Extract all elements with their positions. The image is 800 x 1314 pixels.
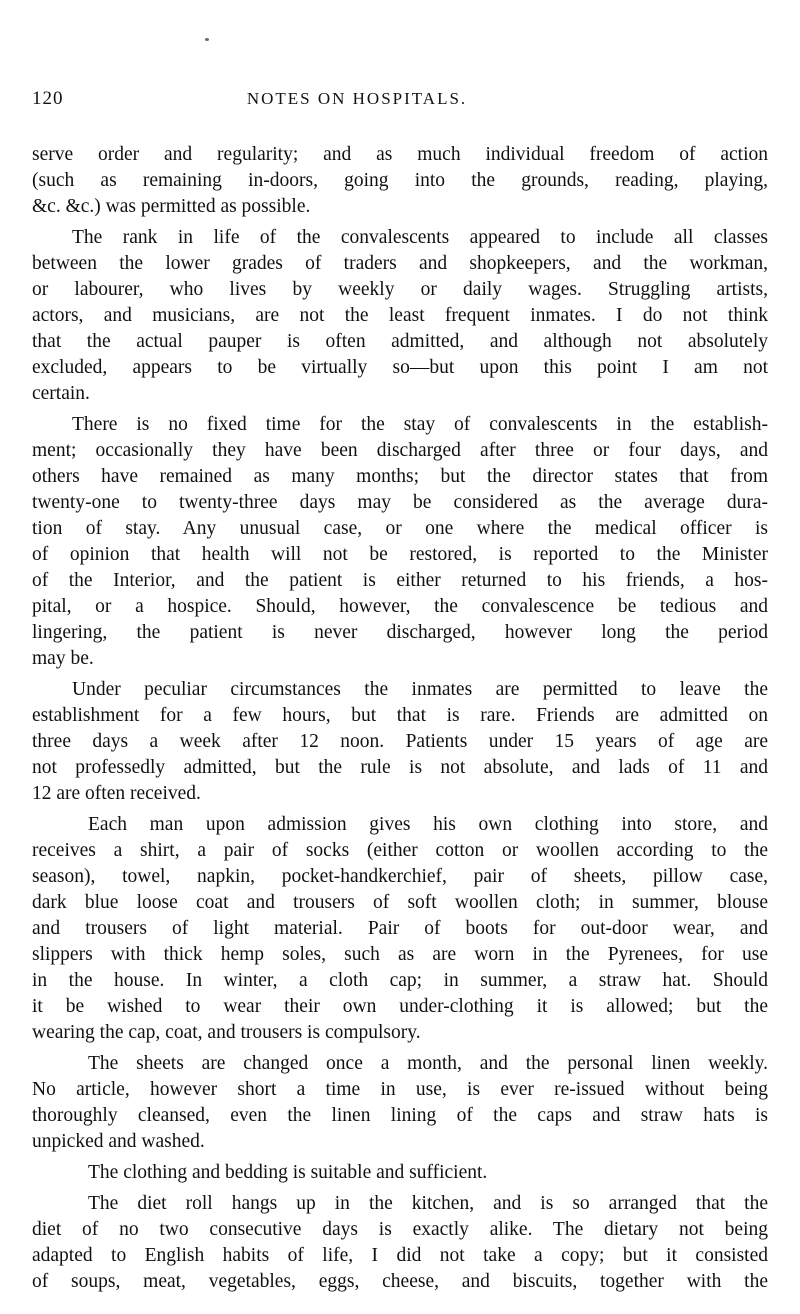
text-line: diet of no two consecutive days is exactly alike. The dietary not being [32, 1219, 768, 1240]
text-line: serve order and regularity; and as much individual freedom of action [32, 144, 768, 165]
text-line: The sheets are changed once a month, and the personal linen weekly. [88, 1053, 768, 1074]
text-line: or labourer, who lives by weekly or daily wages. Struggling artists, [32, 279, 768, 300]
text-line: Each man upon admission gives his own clothing into store, and [88, 814, 768, 835]
text-line: No article, however short a time in use, is ever re-issued without being [32, 1079, 768, 1100]
print-speck [205, 38, 209, 41]
page-header [32, 88, 768, 118]
text-line: dark blue loose coat and trousers of soft woollen cloth; in summer, blouse [32, 892, 768, 913]
text-line: ment; occasionally they have been discharged after three or four days, and [32, 440, 768, 461]
text-line: of the Interior, and the patient is either returned to his friends, a hos- [32, 570, 768, 591]
text-line: pital, or a hospice. Should, however, the convalescence be tedious and [32, 596, 768, 617]
text-line: in the house. In winter, a cloth cap; in summer, a straw hat. Should [32, 970, 768, 991]
text-line: season), towel, napkin, pocket-handkerchief, pair of sheets, pillow case, [32, 866, 768, 887]
text-line: unpicked and washed. [32, 1131, 205, 1152]
text-line: of soups, meat, vegetables, eggs, cheese, and biscuits, together with the [32, 1271, 768, 1292]
text-line: 12 are often received. [32, 783, 201, 804]
text-line: receives a shirt, a pair of socks (either cotton or woollen according to the [32, 840, 768, 861]
text-line: slippers with thick hemp soles, such as are worn in the Pyrenees, for use [32, 944, 768, 965]
text-line: adapted to English habits of life, I did not take a copy; but it consisted [32, 1245, 768, 1266]
text-line: thoroughly cleansed, even the linen lining of the caps and straw hats is [32, 1105, 768, 1126]
text-line: others have remained as many months; but the director states that from [32, 466, 768, 487]
text-line: it be wished to wear their own under-clothing it is allowed; but the [32, 996, 768, 1017]
text-line: not professedly admitted, but the rule is not absolute, and lads of 11 and [32, 757, 768, 778]
page-number: 120 [32, 88, 64, 109]
text-line: three days a week after 12 noon. Patients under 15 years of age are [32, 731, 768, 752]
text-line: that the actual pauper is often admitted, and although not absolutely [32, 331, 768, 352]
text-line: Under peculiar circumstances the inmates are permitted to leave the [72, 679, 768, 700]
text-line: certain. [32, 383, 90, 404]
text-line: establishment for a few hours, but that is rare. Friends are admitted on [32, 705, 768, 726]
text-line: There is no fixed time for the stay of convalescents in the establish- [72, 414, 768, 435]
text-line: The rank in life of the convalescents appeared to include all classes [72, 227, 768, 248]
text-line: excluded, appears to be virtually so—but upon this point I am not [32, 357, 768, 378]
text-line: twenty-one to twenty-three days may be considered as the average dura- [32, 492, 768, 513]
running-head: NOTES ON HOSPITALS. [246, 89, 468, 108]
text-line: of opinion that health will not be restored, is reported to the Minister [32, 544, 768, 565]
text-line: between the lower grades of traders and shopkeepers, and the workman, [32, 253, 768, 274]
text-line: &c. &c.) was permitted as possible. [32, 196, 311, 217]
text-line: The diet roll hangs up in the kitchen, and is so arranged that the [88, 1193, 768, 1214]
body-text [32, 142, 768, 1295]
text-line: The clothing and bedding is suitable and sufficient. [88, 1162, 488, 1183]
text-line: tion of stay. Any unusual case, or one where the medical officer is [32, 518, 768, 539]
text-line: (such as remaining in-doors, going into the grounds, reading, playing, [32, 170, 768, 191]
text-line: may be. [32, 648, 94, 669]
text-line: and trousers of light material. Pair of boots for out-door wear, and [32, 918, 768, 939]
text-line: lingering, the patient is never discharged, however long the period [32, 622, 768, 643]
text-line: wearing the cap, coat, and trousers is compulsory. [32, 1022, 421, 1043]
text-line: actors, and musicians, are not the least frequent inmates. I do not think [32, 305, 768, 326]
